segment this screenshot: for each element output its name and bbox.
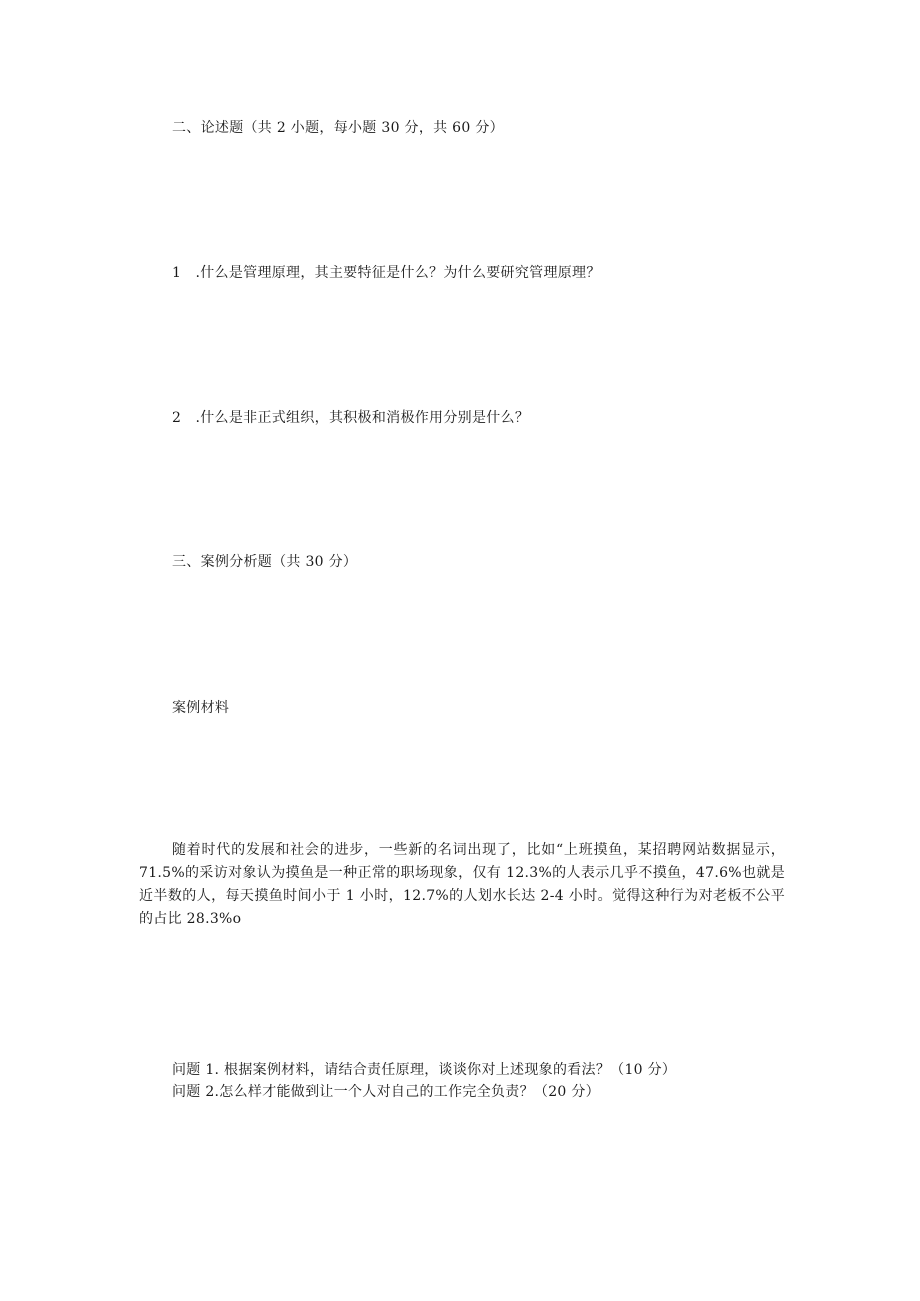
section-three-heading: 三、案例分析题（共 30 分） bbox=[172, 554, 358, 570]
case-material-paragraph: 随着时代的发展和社会的进步，一些新的名词出现了，比如“上班摸鱼，某招聘网站数据显示，71.5%的采访对象认为摸鱼是一种正常的职场现象，仅有 12.3%的人表示几乎不摸鱼，47.6%也就是近半数的人，每天摸鱼时间小于 1 小时，12.7%的人划水长达 2-4 小时。觉得这种行为对老板不公平的占比 28.3%o bbox=[139, 842, 785, 927]
essay-question-1: 1 .什么是管理原理，其主要特征是什么？为什么要研究管理原理？ bbox=[172, 265, 601, 281]
case-question-2: 问题 2.怎么样才能做到让一个人对自己的工作完全负责？（20 分） bbox=[172, 1084, 600, 1100]
essay-question-2: 2 .什么是非正式组织，其积极和消极作用分别是什么？ bbox=[172, 410, 530, 426]
section-two-heading: 二、论述题（共 2 小题，每小题 30 分，共 60 分） bbox=[172, 120, 504, 136]
case-question-1: 问题 1. 根据案例材料，请结合责任原理，谈谈你对上述现象的看法？（10 分） bbox=[172, 1062, 677, 1078]
case-material-title: 案例材料 bbox=[172, 700, 230, 716]
